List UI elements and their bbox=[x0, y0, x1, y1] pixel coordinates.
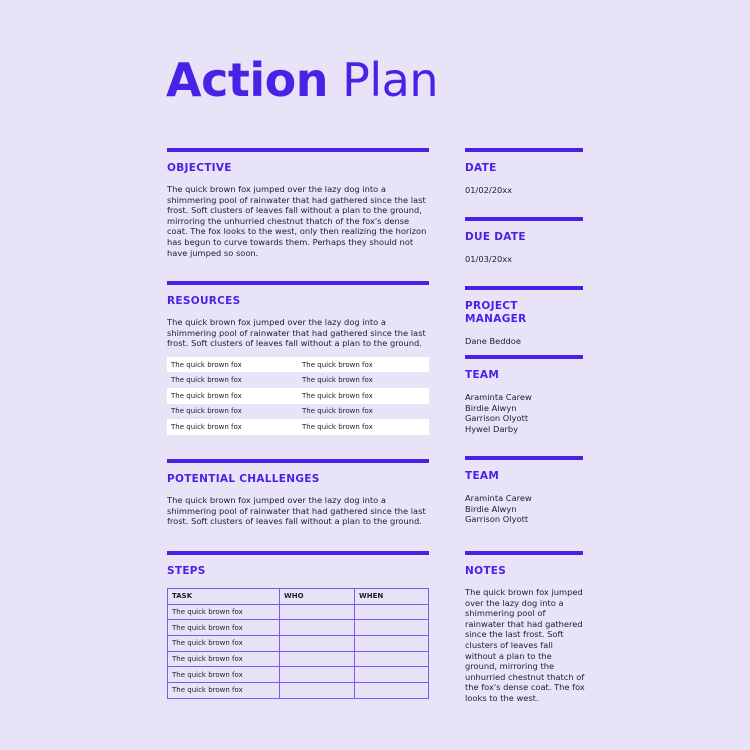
team-member: Birdie Alwyn bbox=[465, 503, 517, 514]
section-divider bbox=[465, 286, 583, 290]
section-divider bbox=[465, 456, 583, 460]
table-cell bbox=[280, 683, 355, 699]
table-cell: The quick brown fox bbox=[168, 683, 280, 699]
table-row bbox=[168, 636, 429, 652]
team-member-list bbox=[465, 493, 583, 525]
table-cell: The quick brown fox bbox=[298, 388, 429, 404]
table-row bbox=[167, 372, 429, 388]
table-cell bbox=[280, 667, 355, 683]
table-row bbox=[167, 404, 429, 420]
table-header-row bbox=[168, 589, 429, 605]
table-cell: The quick brown fox bbox=[167, 372, 298, 388]
table-cell bbox=[355, 620, 429, 636]
table-cell: The quick brown fox bbox=[167, 357, 298, 373]
section-divider bbox=[167, 459, 429, 463]
table-cell: The quick brown fox bbox=[167, 419, 298, 435]
resources-section bbox=[167, 281, 429, 435]
table-cell: The quick brown fox bbox=[167, 404, 298, 420]
section-divider bbox=[167, 148, 429, 152]
notes-heading: NOTES bbox=[465, 565, 507, 577]
table-row bbox=[168, 651, 429, 667]
table-cell bbox=[355, 636, 429, 652]
date-heading: DATE bbox=[465, 162, 497, 174]
table-row bbox=[167, 357, 429, 373]
team-heading: TEAM bbox=[465, 369, 500, 381]
team-member: Garrison Olyott bbox=[465, 413, 529, 424]
objective-heading: OBJECTIVE bbox=[167, 162, 232, 174]
page-title bbox=[166, 52, 438, 108]
table-cell: The quick brown fox bbox=[168, 620, 280, 636]
table-cell: The quick brown fox bbox=[298, 372, 429, 388]
table-cell: The quick brown fox bbox=[168, 636, 280, 652]
table-row bbox=[168, 667, 429, 683]
table-row bbox=[167, 419, 429, 435]
team-heading: TEAM bbox=[465, 470, 500, 482]
team-member: Birdie Alwyn bbox=[465, 402, 517, 413]
table-row bbox=[168, 604, 429, 620]
project-manager-section bbox=[465, 286, 583, 347]
section-divider bbox=[465, 148, 583, 152]
challenges-section bbox=[167, 459, 429, 527]
team-member-list bbox=[465, 392, 583, 434]
team-section-2 bbox=[465, 456, 583, 525]
table-cell bbox=[355, 667, 429, 683]
table-cell: The quick brown fox bbox=[167, 388, 298, 404]
team-member: Hywel Darby bbox=[465, 423, 519, 434]
title-light: Plan bbox=[342, 53, 438, 107]
table-cell: The quick brown fox bbox=[168, 651, 280, 667]
notes-text: The quick brown fox jumped over the lazy dog into a shimmering pool of rainwater that had gathered since the last frost. Soft clusters of leaves fall without a plan to the ground, mirroring the unhurried chestnut thatch of the fox's dense coat. The fox looks to the west. bbox=[465, 587, 585, 703]
due-date-value: 01/03/20xx bbox=[465, 254, 513, 264]
challenges-text: The quick brown fox jumped over the lazy dog into a shimmering pool of rainwater that had gathered since the last frost. Soft clusters of leaves fall without a plan to the ground. bbox=[167, 495, 426, 527]
due-date-heading: DUE DATE bbox=[465, 231, 526, 243]
steps-heading: STEPS bbox=[167, 565, 206, 577]
resources-text: The quick brown fox jumped over the lazy dog into a shimmering pool of rainwater that had gathered since the last frost. Soft clusters of leaves fall without a plan to the ground. bbox=[167, 317, 426, 349]
table-cell: The quick brown fox bbox=[298, 404, 429, 420]
date-value: 01/02/20xx bbox=[465, 185, 513, 195]
table-cell bbox=[280, 620, 355, 636]
team-member: Araminta Carew bbox=[465, 493, 532, 503]
date-section bbox=[465, 148, 583, 196]
project-manager-heading: PROJECT MANAGER bbox=[465, 300, 527, 325]
due-date-section bbox=[465, 217, 583, 265]
team-member: Garrison Olyott bbox=[465, 514, 529, 525]
table-cell bbox=[355, 651, 429, 667]
table-cell bbox=[280, 636, 355, 652]
resources-table bbox=[167, 357, 429, 435]
table-cell: The quick brown fox bbox=[298, 357, 429, 373]
table-cell bbox=[355, 683, 429, 699]
steps-section bbox=[167, 551, 429, 699]
section-divider bbox=[167, 281, 429, 285]
column-header-who: WHO bbox=[280, 589, 355, 605]
table-row bbox=[168, 683, 429, 699]
table-row bbox=[167, 388, 429, 404]
table-cell bbox=[280, 651, 355, 667]
objective-text: The quick brown fox jumped over the lazy dog into a shimmering pool of rainwater that had gathered since the last frost. Soft clusters of leaves fall without a plan to the ground, mirroring the unhurried chestnut thatch of the fox's dense coat. The fox looks to the west, only then realizing the horizon has begun to curve towards them. Perhaps they should not have jumped so soon. bbox=[167, 184, 427, 258]
steps-table bbox=[167, 588, 429, 699]
team-member: Araminta Carew bbox=[465, 392, 532, 402]
table-cell: The quick brown fox bbox=[298, 419, 429, 435]
team-section-1 bbox=[465, 355, 583, 434]
notes-section bbox=[465, 551, 585, 704]
challenges-heading: POTENTIAL CHALLENGES bbox=[167, 473, 320, 485]
table-cell: The quick brown fox bbox=[168, 604, 280, 620]
section-divider bbox=[465, 217, 583, 221]
section-divider bbox=[465, 355, 583, 359]
column-header-when: WHEN bbox=[355, 589, 429, 605]
section-divider bbox=[167, 551, 429, 555]
column-header-task: TASK bbox=[168, 589, 280, 605]
table-cell: The quick brown fox bbox=[168, 667, 280, 683]
resources-heading: RESOURCES bbox=[167, 295, 241, 307]
table-row bbox=[168, 620, 429, 636]
table-cell bbox=[280, 604, 355, 620]
title-bold: Action bbox=[166, 53, 328, 107]
table-cell bbox=[355, 604, 429, 620]
project-manager-value: Dane Beddoe bbox=[465, 336, 521, 346]
section-divider bbox=[465, 551, 583, 555]
objective-section bbox=[167, 148, 429, 258]
